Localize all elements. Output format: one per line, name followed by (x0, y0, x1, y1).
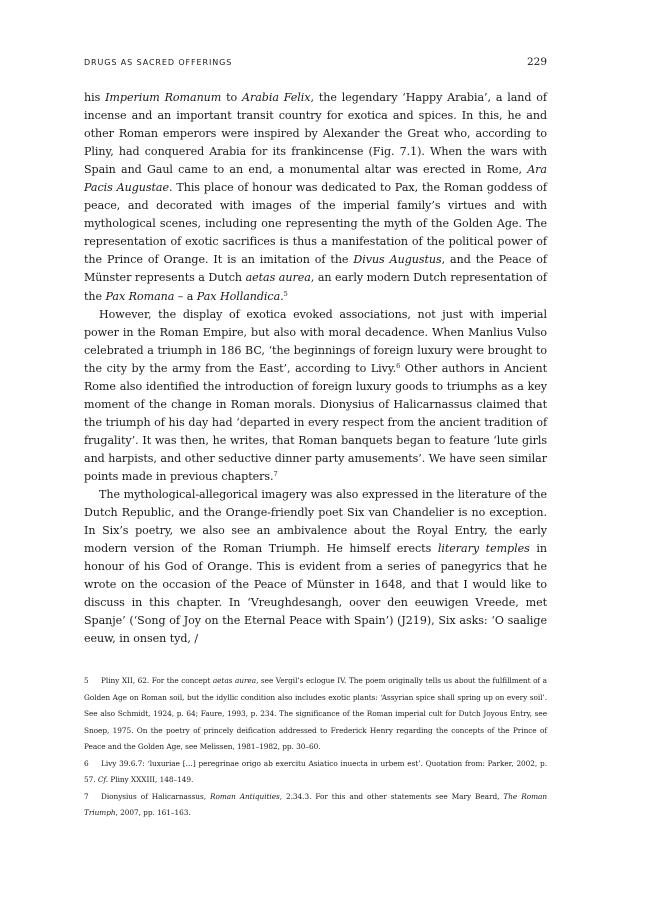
italic-text: literary temples (437, 542, 530, 556)
text-run: , and the Peace of Münster represents a Dutch (84, 253, 547, 285)
text-run: , 2.34.3. For this and other statements see Mary Beard, (279, 791, 504, 801)
book-page (84, 0, 547, 918)
text-run: – a (174, 289, 197, 303)
text-run: in honour of his God of Orange. This is evident from a series of panegyrics that he wrote on the occasion of the Peace of Münster in 1648, and that I would like to discuss in this chapter. In ‘Vreughdesangh, oover den eeuwigen Vreede, met Spanje’ (‘Song of Joy on the Eternal Peace with Spain’) (J219), Six asks: ‘O saalige eeuw, in onsen tyd, / (84, 542, 547, 646)
footnote-ref: 6 (396, 361, 401, 370)
running-title: DRUGS AS SACRED OFFERINGS (84, 58, 233, 67)
footnote-text (84, 676, 547, 751)
text-run: , an early modern Dutch representation of the (84, 271, 547, 303)
italic-text: aetas aurea (212, 676, 257, 685)
text-run: Pliny XII, 62. For the concept (101, 676, 213, 685)
running-head (84, 56, 547, 68)
text-run: , the legendary ‘Happy Arabia’, a land of incense and an important transit country for exotica and spices. In this, he and other Roman emperors were inspired by Alexander the Great who, according to Pliny, had conquered Arabia for its frankincense (Fig. 7.1). When the wars with Spain and Gaul came to an end, a monumental altar was erected in Rome, (84, 91, 547, 177)
text-run: , see Vergil’s eclogue IV. The poem originally tells us about the fulfillment of a Golden Age on Roman soil, but the idyllic condition also includes exotic plants: ‘Assyrian spice shall spring up on every soil’. See also Schmidt, 1924, p. 64; Faure, 1993, p. 234. The significance of the Roman imperial cult for Dutch Joyous Entry, see Snoep, 1975. On the poetry of princely deification addressed to Frederick Henry regarding the concepts of the Prince of Peace and the Golden Age, see Melissen, 1981–1982, pp. 30–60. (84, 676, 548, 751)
italic-text: Arabia Felix (242, 91, 311, 104)
paragraph (84, 486, 547, 648)
text-run: Livy 39.6.7: ‘luxuriae […] peregrinae origo ab exercitu Asiatico inuecta in urbem est’. Quotation from: Parker, 2002, p. 57. (84, 758, 547, 784)
footnotes (84, 673, 547, 822)
italic-text: Roman Antiquities (209, 791, 280, 801)
italic-text: The Roman Triumph (84, 791, 547, 817)
text-run: Dionysius of Halicarnassus, (101, 791, 210, 801)
text-run: his (84, 91, 106, 104)
italic-text: Ara Pacis Augustae. (84, 163, 547, 195)
footnote-number: 7 (84, 791, 89, 801)
text-run: to (221, 91, 242, 104)
paragraph (84, 89, 547, 306)
footnote-number: 6 (84, 758, 89, 768)
text-run: Other authors in Ancient Rome also identified the introduction of foreign luxury goods to triumphs as a key moment of the change in Roman morals. Dionysius of Halicarnassus claimed that the triumph of his day had ‘departed in every respect from the ancient tradition of frugality’. It was then, he writes, that Roman banquets began to feature ‘lute girls and harpists, and other seductive dinner party amusements’. We have seen similar points made in previous chapters. (84, 361, 547, 483)
text-run: , 2007, pp. 161–163. (115, 808, 191, 817)
text-run: However, the display of exotica evoked associations, not just with imperial power in the Roman Empire, but also with moral decadence. When Manlius Vulso celebrated a triumph in 186 BC, ‘the beginnings of foreign luxury were brought to the city by the army from the East’, according to Livy. (84, 307, 547, 375)
paragraph (84, 306, 547, 486)
text-run: This place of honour was dedicated to Pax, the Roman goddess of peace, and decorated with images of the imperial family’s virtues and with mythological scenes, including one representing the myth of the Golden Age. The representation of exotic sacrifices is thus a manifestation of the political power of the Prince of Orange. It is an imitation of the (84, 181, 547, 267)
footnote (84, 789, 547, 822)
text-run: Pliny XXXIII, 148–149. (108, 775, 194, 784)
footnote-ref: 5 (283, 289, 288, 298)
footnote (84, 673, 547, 756)
footnote-ref: 7 (273, 469, 278, 478)
italic-text: Pax Romana (105, 289, 175, 303)
footnote-text (84, 759, 547, 785)
footnote-text (84, 792, 547, 818)
main-text (84, 89, 547, 648)
italic-text: Imperium Romanum (105, 91, 222, 104)
italic-text: Divus Augustus (353, 253, 442, 267)
footnote-number: 5 (84, 676, 89, 685)
footnote (84, 756, 547, 789)
italic-text: Pax Hollandica. (196, 289, 284, 303)
page-number: 229 (526, 56, 547, 68)
italic-text: Cf. (97, 775, 109, 784)
italic-text: aetas aurea (245, 271, 311, 285)
text-run: The mythological-allegorical imagery was also expressed in the literature of the Dutch Republic, and the Orange-friendly poet Six van Chandelier is no exception. In Six’s poetry, we also see an ambivalence about the Royal Entry, the early modern version of the Roman Triumph. He himself erects (84, 488, 547, 556)
